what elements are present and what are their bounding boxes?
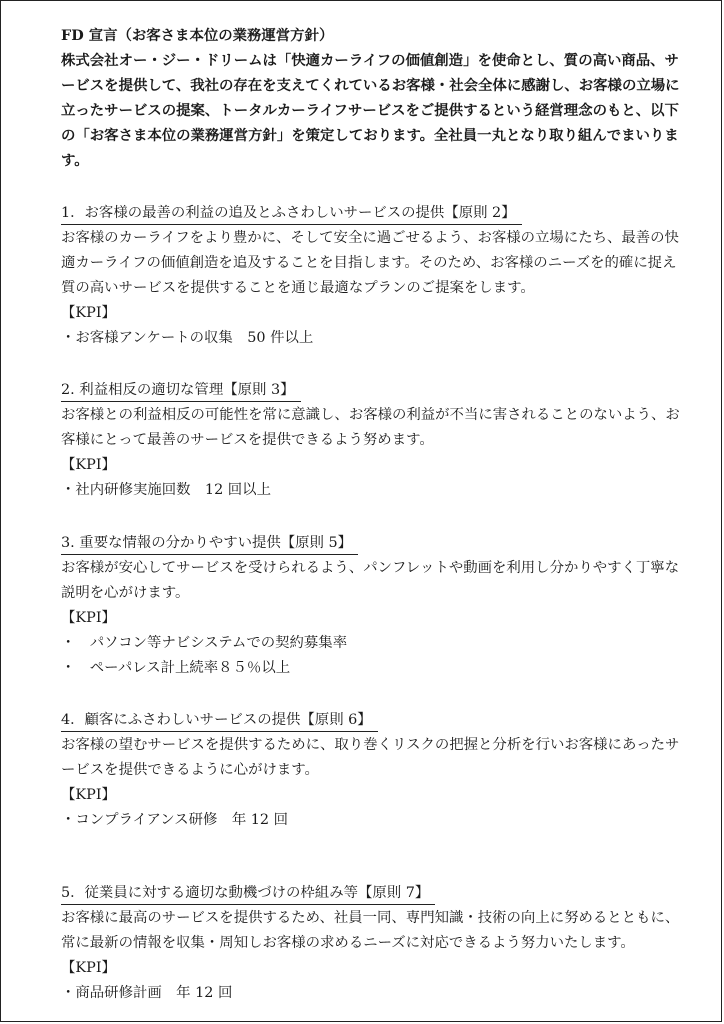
kpi-label: 【KPI】 (61, 457, 116, 473)
section-body: お客様との利益相反の可能性を常に意識し、お客様の利益が不当に害されることのないよう、お客様にとって最善のサービスを提供できるよう努めます。 (61, 407, 680, 448)
kpi-item: ・商品研修計画 年 12 回 (61, 985, 233, 1001)
kpi-list (61, 478, 681, 503)
section-title: 5．従業員に対する適切な動機づけの枠組み等【原則 7】 (61, 882, 435, 905)
section-title: 1．お客様の最善の利益の追及とふさわしいサービスの提供【原則 2】 (61, 202, 522, 225)
section-title: 3. 重要な情報の分かりやすい提供【原則 5】 (61, 532, 358, 555)
kpi-label: 【KPI】 (61, 305, 116, 321)
kpi-list (61, 808, 681, 833)
intro-paragraph: 株式会社オー・ジー・ドリームは「快適カーライフの価値創造」を使命とし、質の高い商品、サービスを提供して、我社の存在を支えてくれているお客様・社会全体に感謝し、お客様の立場に立ったサービスの提案、トータルカーライフサービスをご提供するという経営理念のもと、以下の「お客さま本位の業務運営方針」を策定しております。全社員一丸となり取り組んでまいります。 (61, 52, 680, 169)
section-5 (61, 881, 681, 1006)
kpi-item: ・ ペーパレス計上続率８５％以上 (61, 660, 291, 676)
section-4 (61, 708, 681, 833)
kpi-item: ・コンプライアンス研修 年 12 回 (61, 812, 289, 828)
kpi-list (61, 631, 681, 681)
kpi-label: 【KPI】 (61, 610, 116, 626)
kpi-list (61, 326, 681, 351)
section-body: お客様の望むサービスを提供するために、取り巻くリスクの把握と分析を行いお客様にあったサービスを提供できるように心がけます。 (61, 737, 680, 778)
kpi-item: ・お客様アンケートの収集 50 件以上 (61, 330, 314, 346)
section-body: お客様のカーライフをより豊かに、そして安全に過ごせるよう、お客様の立場にたち、最善の快適カーライフの価値創造を追及することを目指します。そのため、お客様のニーズを的確に捉え質の高いサービスを提供することを通じ最適なプランのご提案をします。 (61, 230, 679, 296)
section-body: お客様に最高のサービスを提供するため、社員一同、専門知識・技術の向上に努めるとともに、常に最新の情報を収集・周知しお客様の求めるニーズに対応できるよう努力いたします。 (61, 910, 680, 951)
kpi-list (61, 981, 681, 1006)
section-title: 4．顧客にふさわしいサービスの提供【原則 6】 (61, 709, 378, 732)
document-title: FD 宣言（お客さま本位の業務運営方針） (61, 27, 334, 44)
section-title: 2. 利益相反の適切な管理【原則 3】 (61, 379, 301, 402)
section-1 (61, 201, 681, 351)
kpi-label: 【KPI】 (61, 787, 116, 803)
section-3 (61, 531, 681, 681)
kpi-item: ・ パソコン等ナビシステムでの契約募集率 (61, 635, 348, 651)
kpi-label: 【KPI】 (61, 960, 116, 976)
intro-block (61, 23, 681, 173)
section-body: お客様が安心してサービスを受けられるよう、パンフレットや動画を利用し分かりやすく丁寧な説明を心がけます。 (61, 560, 680, 601)
kpi-item: ・社内研修実施回数 12 回以上 (61, 482, 271, 498)
section-2 (61, 378, 681, 503)
